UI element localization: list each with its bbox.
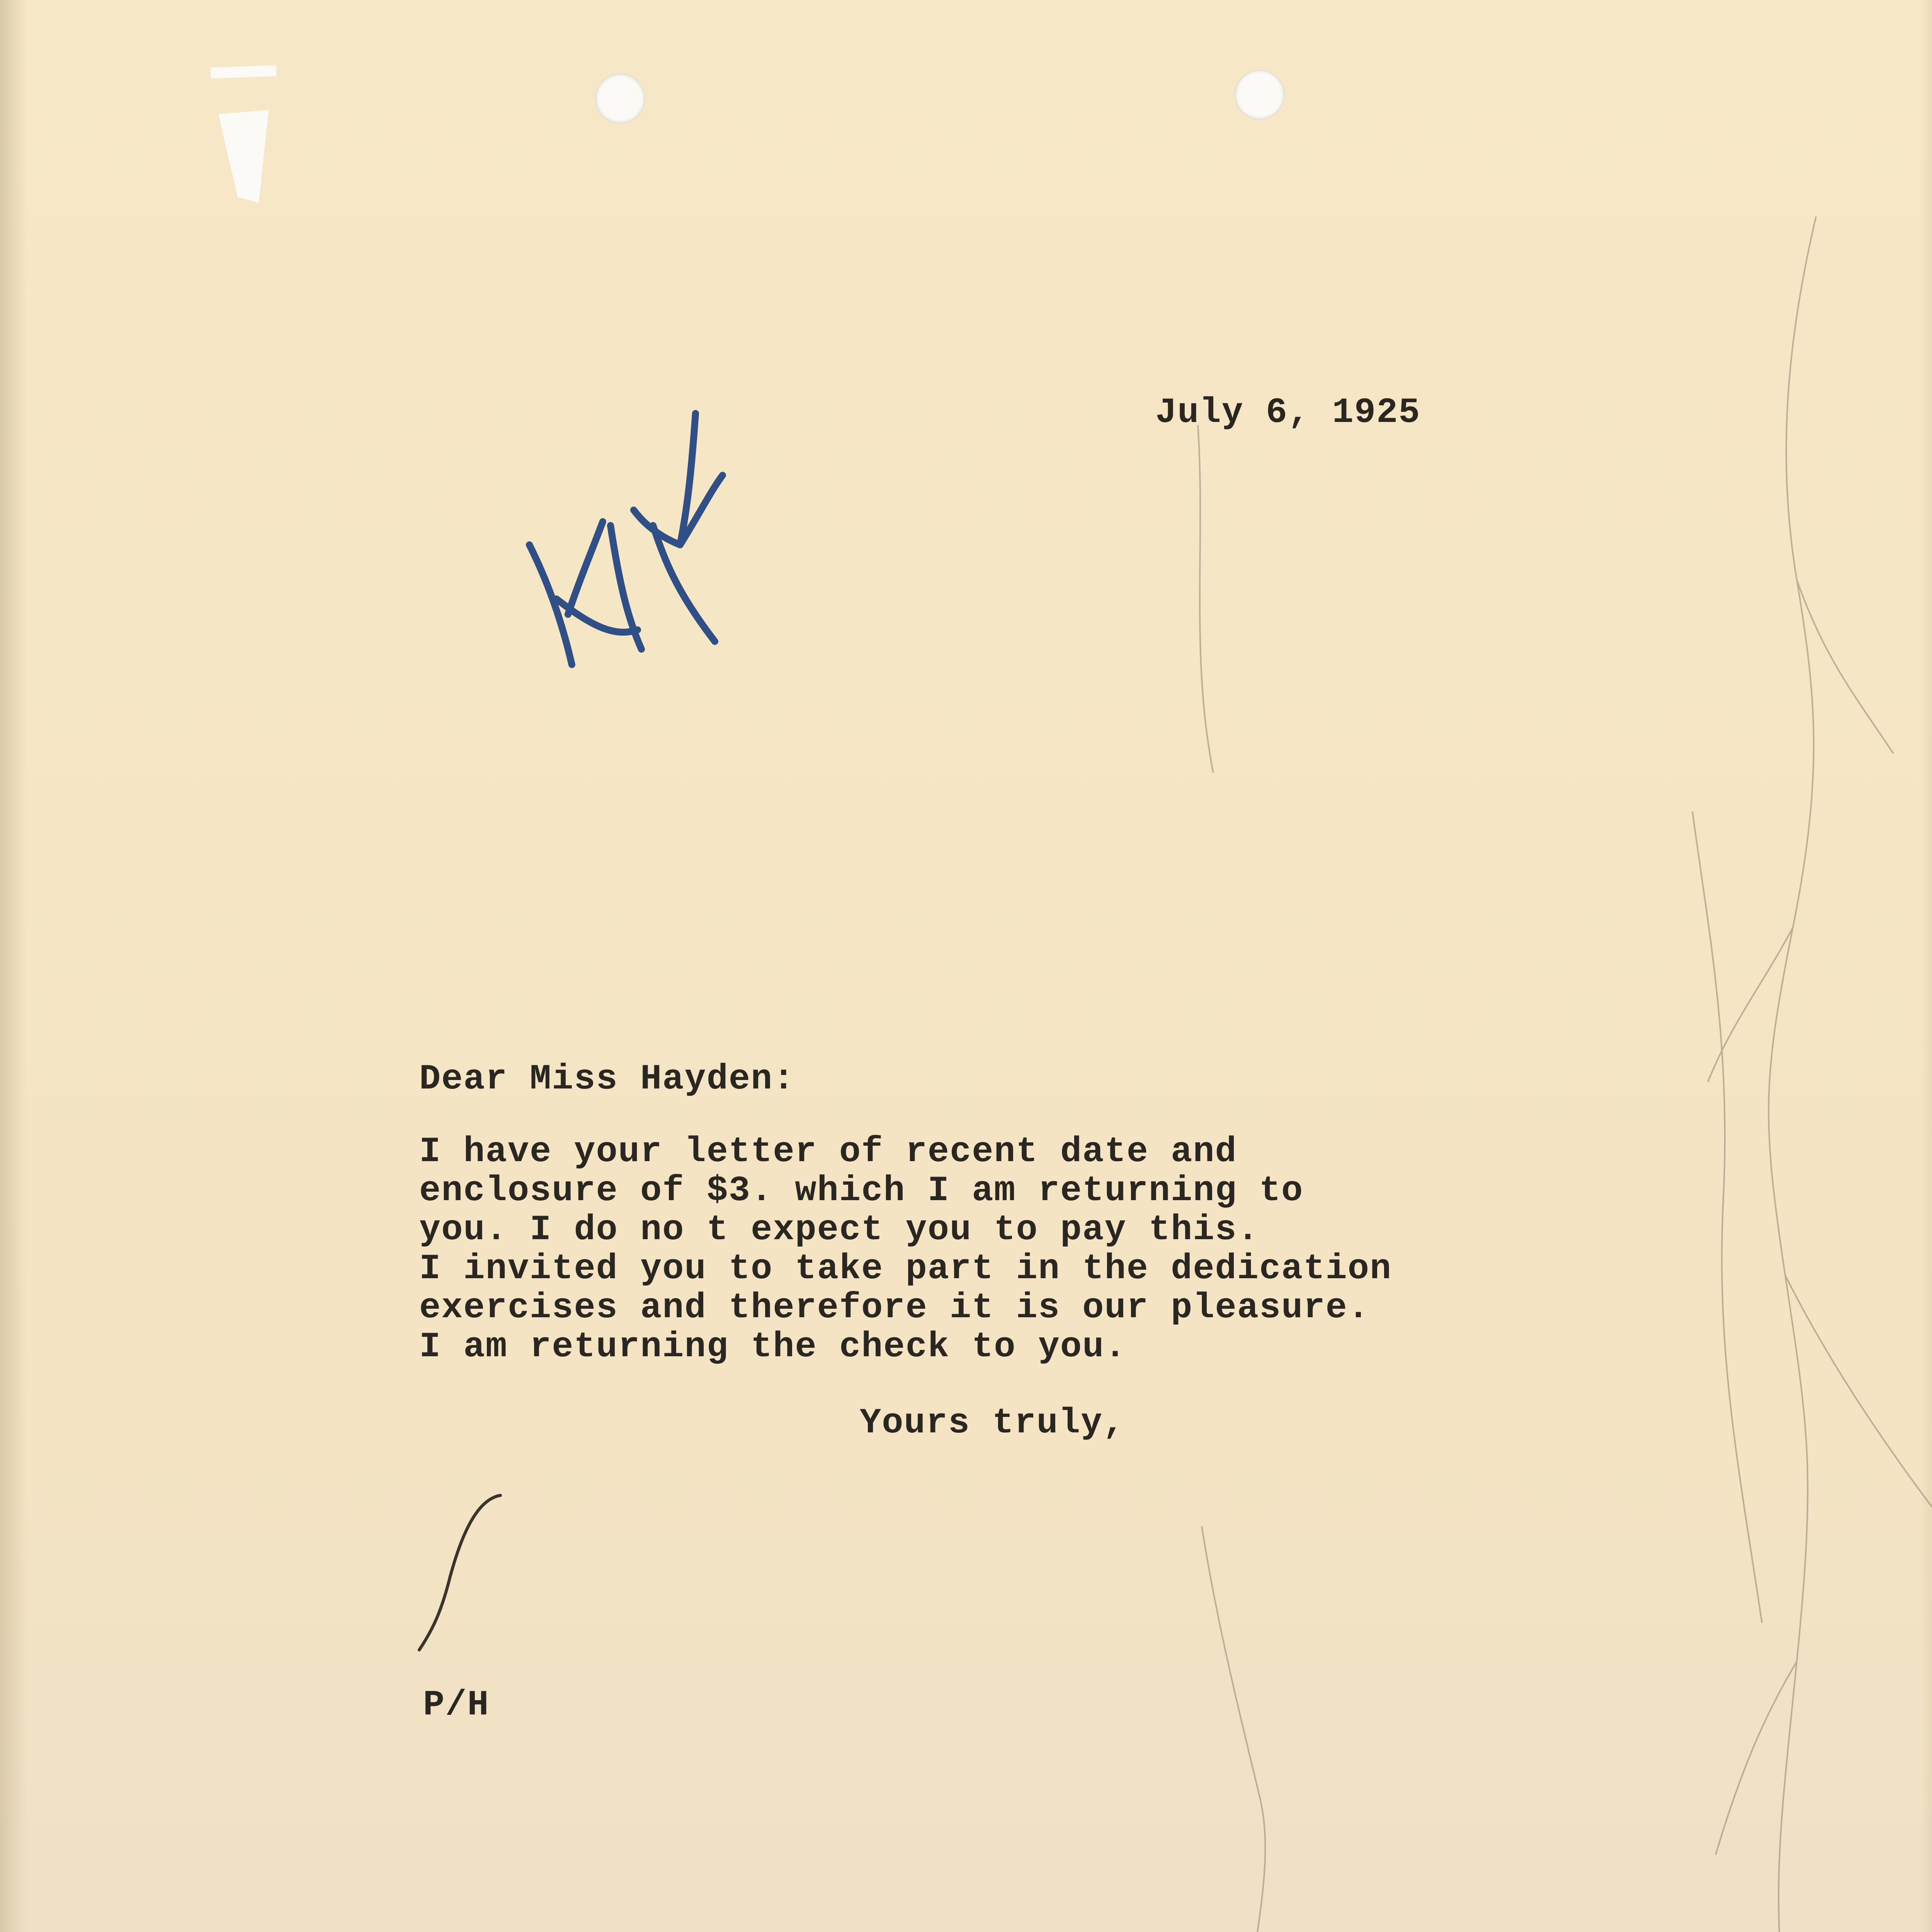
body-line: exercises and therefore it is our pleasure.	[419, 1287, 1370, 1328]
handwritten-h4-mark	[514, 398, 753, 676]
tape-residue	[211, 65, 277, 78]
body-line: I have your letter of recent date and	[419, 1131, 1237, 1172]
letter-body	[419, 1132, 1392, 1366]
punch-hole-right	[1235, 70, 1285, 120]
closing: Yours truly,	[860, 1403, 1125, 1443]
punch-hole-left	[595, 73, 645, 124]
torn-paper-fragment	[214, 110, 272, 205]
body-line: you. I do no t expect you to pay this.	[419, 1209, 1259, 1250]
signature-stroke	[404, 1488, 512, 1689]
salutation: Dear Miss Hayden:	[419, 1059, 795, 1099]
letter-date: July 6, 1925	[1155, 392, 1421, 433]
body-line: I am returning the check to you.	[419, 1327, 1127, 1367]
body-line: enclosure of $3. which I am returning to	[419, 1170, 1304, 1211]
body-line: I invited you to take part in the dedication	[419, 1248, 1392, 1289]
typist-initials: P/H	[423, 1685, 490, 1725]
